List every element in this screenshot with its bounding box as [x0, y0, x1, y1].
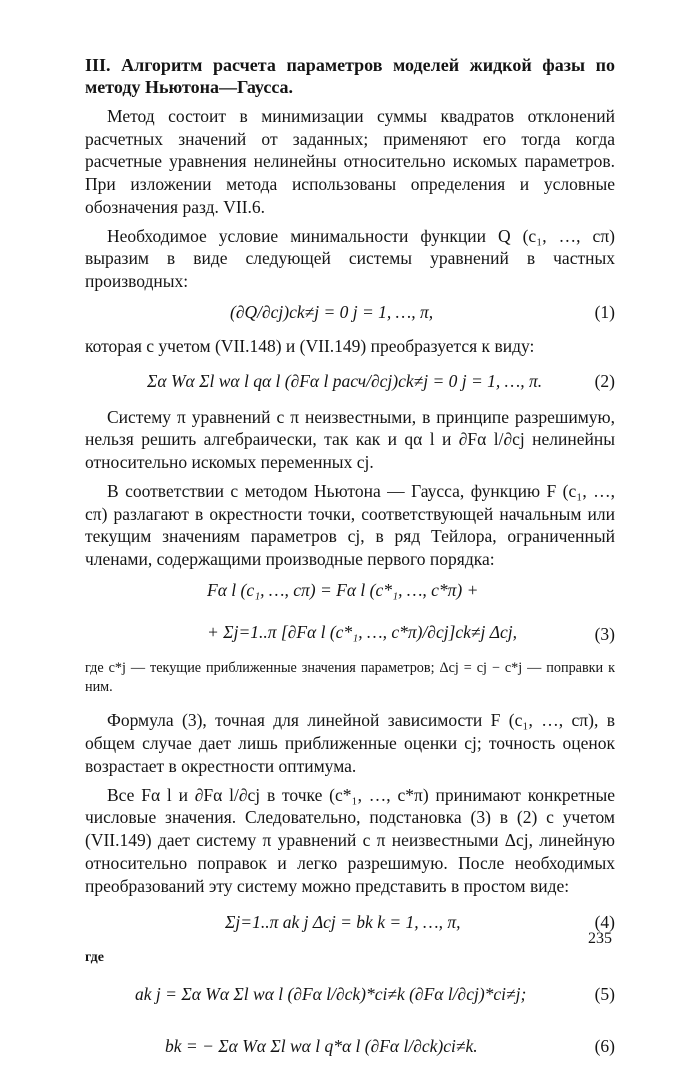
- equation-6-body: bk = − Σα Wα Σl wα l q*α l (∂Fα l/∂ck)ci≠k.: [165, 1036, 478, 1057]
- page-number: 235: [588, 930, 612, 947]
- equation-3b-body: + Σj=1..π [∂Fα l (c*₁, …, c*π)/∂cj]ck≠j Δcj,: [207, 621, 518, 642]
- equation-5-body: ak j = Σα Wα Σl wα l (∂Fα l/∂ck)*ci≠k (∂Fα l/∂cj)*ci≠j;: [135, 984, 527, 1005]
- paragraph-1: Метод состоит в минимизации суммы квадратов отклонений расчетных значений от заданных; применяют его тогда когда расчетные уравнения нелинейны относительно искомых параметров. При изложении метода использованы определения и условные обозначения разд. VII.6.: [85, 105, 615, 217]
- equation-1-number: (1): [594, 301, 615, 322]
- equation-5-number: (5): [594, 984, 615, 1005]
- paragraph-5: В соответствии с методом Ньютона — Гаусса, функцию F (c₁, …, cπ) разлагают в окрестности точки, соответствующей начальным или текущим значениям параметров cj, в ряд Тейлора, ограниченный членами, содержащими производные первого порядка:: [85, 480, 615, 570]
- equation-5: [85, 973, 615, 1019]
- equation-3b: [85, 613, 615, 653]
- equation-2-body: Σα Wα Σl wα l qα l (∂Fα l расч/∂cj)ck≠j = 0 j = 1, …, π.: [147, 370, 543, 391]
- equation-3a: [85, 577, 615, 607]
- paragraph-4: Систему π уравнений с π неизвестными, в принципе разрешимую, нельзя решить алгебраически, так как и qα l и ∂Fα l/∂cj нелинейны относительно искомых переменных cj.: [85, 406, 615, 473]
- paragraph-7: Формула (3), точная для линейной зависимости F (c₁, …, cπ), в общем случае дает лишь приближенные оценки cj; точность оценок возрастает в окрестности оптимума.: [85, 710, 615, 776]
- where-label: где: [85, 950, 104, 966]
- paragraph-2: Необходимое условие минимальности функции Q (c₁, …, cπ) выразим в виде следующей системы уравнений в частных производных:: [85, 225, 615, 292]
- equation-4: [85, 903, 615, 943]
- section-title: III. Алгоритм расчета параметров моделей жидкой фазы по методу Ньютона—Гаусса.: [85, 55, 615, 97]
- page-content: [85, 55, 615, 1077]
- equation-4-body: Σj=1..π ak j Δcj = bk k = 1, …, π,: [225, 912, 461, 933]
- equation-6: [85, 1025, 615, 1071]
- equation-4-number: (4): [594, 912, 615, 933]
- equation-2: [85, 364, 615, 400]
- equation-1-body: (∂Q/∂cj)ck≠j = 0 j = 1, …, π,: [230, 301, 434, 322]
- equation-3-number: (3): [594, 623, 615, 644]
- paragraph-8: Все Fα l и ∂Fα l/∂cj в точке (c*₁, …, c*π) принимают конкретные числовые значения. Следовательно, подстановка (3) в (2) с учетом (VII.149) дает систему π уравнений с π неизвестными Δcj, линейную относительно поправок и легко разрешимую. После необходимых преобразований эту систему можно представить в простом виде:: [85, 784, 615, 896]
- paragraph-3: которая с учетом (VII.148) и (VII.149) преобразуется к виду:: [85, 335, 535, 356]
- footnote-where: где c*j — текущие приближенные значения параметров; Δcj = cj − c*j — поправки к ним.: [85, 659, 615, 696]
- equation-1: [85, 299, 615, 329]
- equation-2-number: (2): [594, 370, 615, 391]
- equation-6-number: (6): [594, 1036, 615, 1057]
- equation-3a-body: Fα l (c₁, …, cπ) = Fα l (c*₁, …, c*π) +: [207, 579, 479, 600]
